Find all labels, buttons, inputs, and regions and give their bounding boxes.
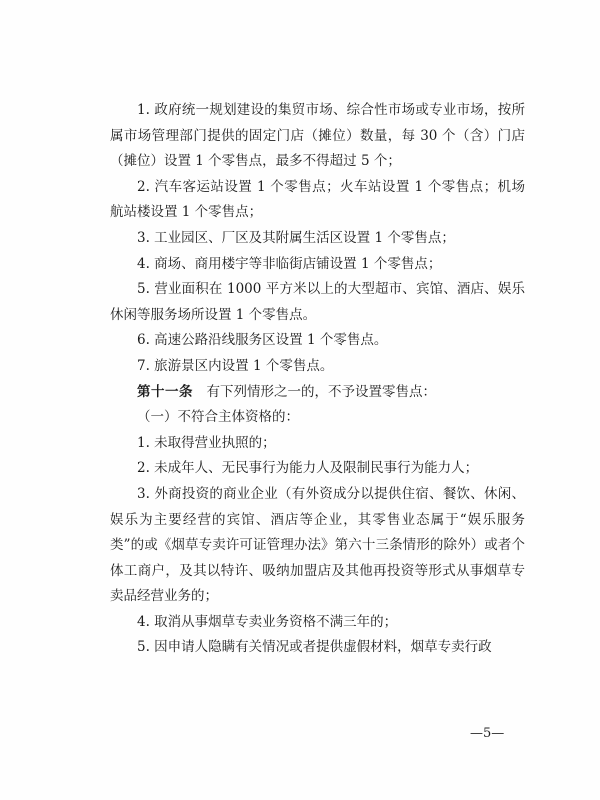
paragraph-2: 2. 汽车客运站设置 1 个零售点；火车站设置 1 个零售点；机场航站楼设置 1 个零售点； [110, 178, 525, 221]
item-5: 5. 因申请人隐瞒有关情况或者提供虚假材料，烟草专卖行政 [137, 639, 492, 656]
document-body [110, 98, 525, 661]
paragraph-5: 5. 营业面积在 1000 平方米以上的大型超市、宾馆、酒店、娱乐休闲等服务场所设置 1 个零售点。 [110, 281, 525, 323]
paragraph-3: 3. 工业园区、厂区及其附属生活区设置 1 个零售点； [137, 229, 455, 246]
page-number: —5— [470, 726, 505, 741]
paragraph-4: 4. 商场、商用楼宇等非临街店铺设置 1 个零售点； [137, 255, 442, 272]
article-11-heading: 第十一条 [137, 383, 193, 400]
item-2: 2. 未成年人、无民事行为能力人及限制民事行为能力人； [137, 460, 479, 477]
paragraph-1: 1. 政府统一规划建设的集贸市场、综合性市场或专业市场，按所属市场管理部门提供的固定门店（摊位）数量，每 30 个（含）门店（摊位）设置 1 个零售点，最多不得超过 5 个； [110, 102, 525, 170]
paragraph-7: 7. 旅游景区内设置 1 个零售点。 [137, 357, 334, 374]
item-3: 3. 外商投资的商业企业（有外资成分以提供住宿、餐饮、休闲、娱乐为主要经营的宾馆、酒店等企业，其零售业态属于“娱乐服务类”的或《烟草专卖许可证管理办法》第六十三条情形的除外）或者个体工商户，及其以特许、吸纳加盟店及其他再投资等形式从事烟草专卖品经营业务的； [110, 485, 525, 605]
section-one-heading: （一）不符合主体资格的： [137, 409, 299, 426]
article-11-text: 有下列情形之一的，不予设置零售点： [206, 383, 436, 400]
item-4: 4. 取消从事烟草专卖业务资格不满三年的； [137, 613, 398, 630]
item-1: 1. 未取得营业执照的； [137, 434, 276, 451]
paragraph-6: 6. 高速公路沿线服务区设置 1 个零售点。 [137, 332, 388, 349]
article-11 [110, 380, 525, 406]
